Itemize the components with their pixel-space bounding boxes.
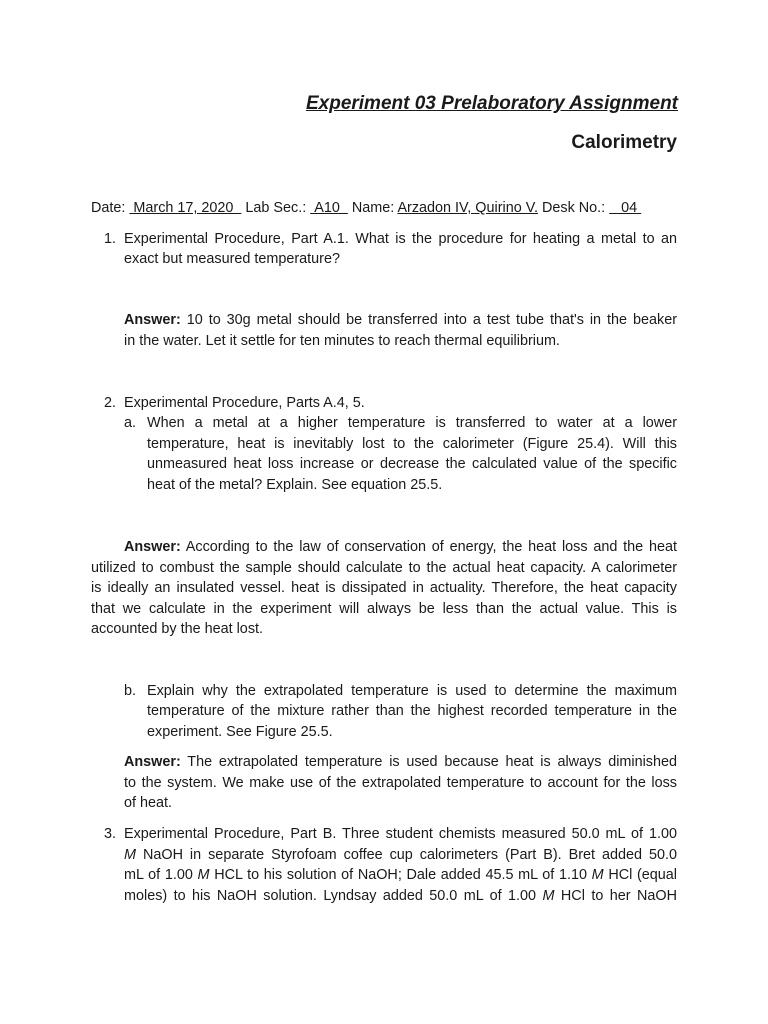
q3-number: 3.: [104, 826, 117, 842]
q2a-answer-line-2: utilized to combust the sample should calculate to the actual heat capacity. A calorimeter: [91, 560, 677, 576]
lab-section-value: A10: [310, 200, 348, 216]
q3-line-3: mL of 1.00 M HCL to his solution of NaOH; Dale added 45.5 mL of 1.10 M HCl (equal: [124, 867, 677, 883]
page-title: Experiment 03 Prelaboratory Assignment: [305, 93, 678, 114]
q2a-line-1: When a metal at a higher temperature is transferred to water at a lower: [147, 415, 677, 431]
q1-line-1: Experimental Procedure, Part A.1. What is the procedure for heating a metal to an: [124, 231, 677, 247]
page-subtitle: Calorimetry: [571, 132, 677, 153]
date-value: March 17, 2020: [129, 200, 242, 216]
q2b-line-1: Explain why the extrapolated temperature is used to determine the maximum: [147, 683, 677, 699]
q2-heading: Experimental Procedure, Parts A.4, 5.: [124, 395, 365, 411]
q2a-line-2: temperature, heat is inevitably lost to the calorimeter (Figure 25.4). Will this: [147, 436, 677, 452]
lab-section-label: Lab Sec.:: [245, 200, 307, 216]
q2b-letter: b.: [124, 683, 137, 699]
info-line: [91, 198, 641, 219]
q2a-answer-line-5: accounted by the heat lost.: [91, 621, 264, 637]
q1-line-2: exact but measured temperature?: [124, 251, 340, 267]
q2b-answer-line-1: Answer: The extrapolated temperature is used because heat is always diminished: [124, 754, 677, 770]
desk-value: 04: [609, 200, 642, 216]
q2a-answer-label: Answer:: [124, 539, 181, 555]
name-value: Arzadon IV, Quirino V.: [397, 200, 538, 216]
q3-line-2: M NaOH in separate Styrofoam coffee cup calorimeters (Part B). Bret added 50.0: [124, 847, 677, 863]
q2a-letter: a.: [124, 415, 137, 431]
q3-line-4: moles) to his NaOH solution. Lyndsay added 50.0 mL of 1.00 M HCl to her NaOH: [124, 888, 677, 904]
desk-label: Desk No.:: [541, 200, 606, 216]
q2b-line-2: temperature of the mixture rather than the highest recorded temperature in the: [147, 703, 677, 719]
q2a-answer-line-1: Answer: According to the law of conservation of energy, the heat loss and the heat: [124, 539, 677, 555]
q1-answer-line-2: in the water. Let it settle for ten minutes to reach thermal equilibrium.: [124, 333, 560, 349]
q1-answer-line-1: Answer: 10 to 30g metal should be transferred into a test tube that's in the beaker: [124, 312, 677, 328]
q2b-answer-line-3: of heat.: [124, 795, 173, 811]
q2a-line-3: unmeasured heat loss increase or decrease the calculated value of the specific: [147, 456, 677, 472]
q2-number: 2.: [104, 395, 117, 411]
date-label: Date:: [91, 200, 126, 216]
q2b-line-3: experiment. See Figure 25.5.: [147, 724, 333, 740]
q2a-answer-line-3: is ideally an insulated vessel. heat is dissipated in actuality. Therefore, the heat capacity: [91, 580, 677, 596]
q3-line-1: Experimental Procedure, Part B. Three student chemists measured 50.0 mL of 1.00: [124, 826, 677, 842]
q2a-answer-line-4: that we calculate in the experiment will always be less than the actual value. This is: [91, 601, 677, 617]
q2a-line-4: heat of the metal? Explain. See equation 25.5.: [147, 477, 443, 493]
q1-answer-label: Answer:: [124, 312, 181, 328]
name-label: Name:: [351, 200, 395, 216]
q2b-answer-line-2: to the system. We make use of the extrapolated temperature to account for the loss: [124, 775, 677, 791]
q1-number: 1.: [104, 231, 117, 247]
q2b-answer-label: Answer:: [124, 754, 181, 770]
